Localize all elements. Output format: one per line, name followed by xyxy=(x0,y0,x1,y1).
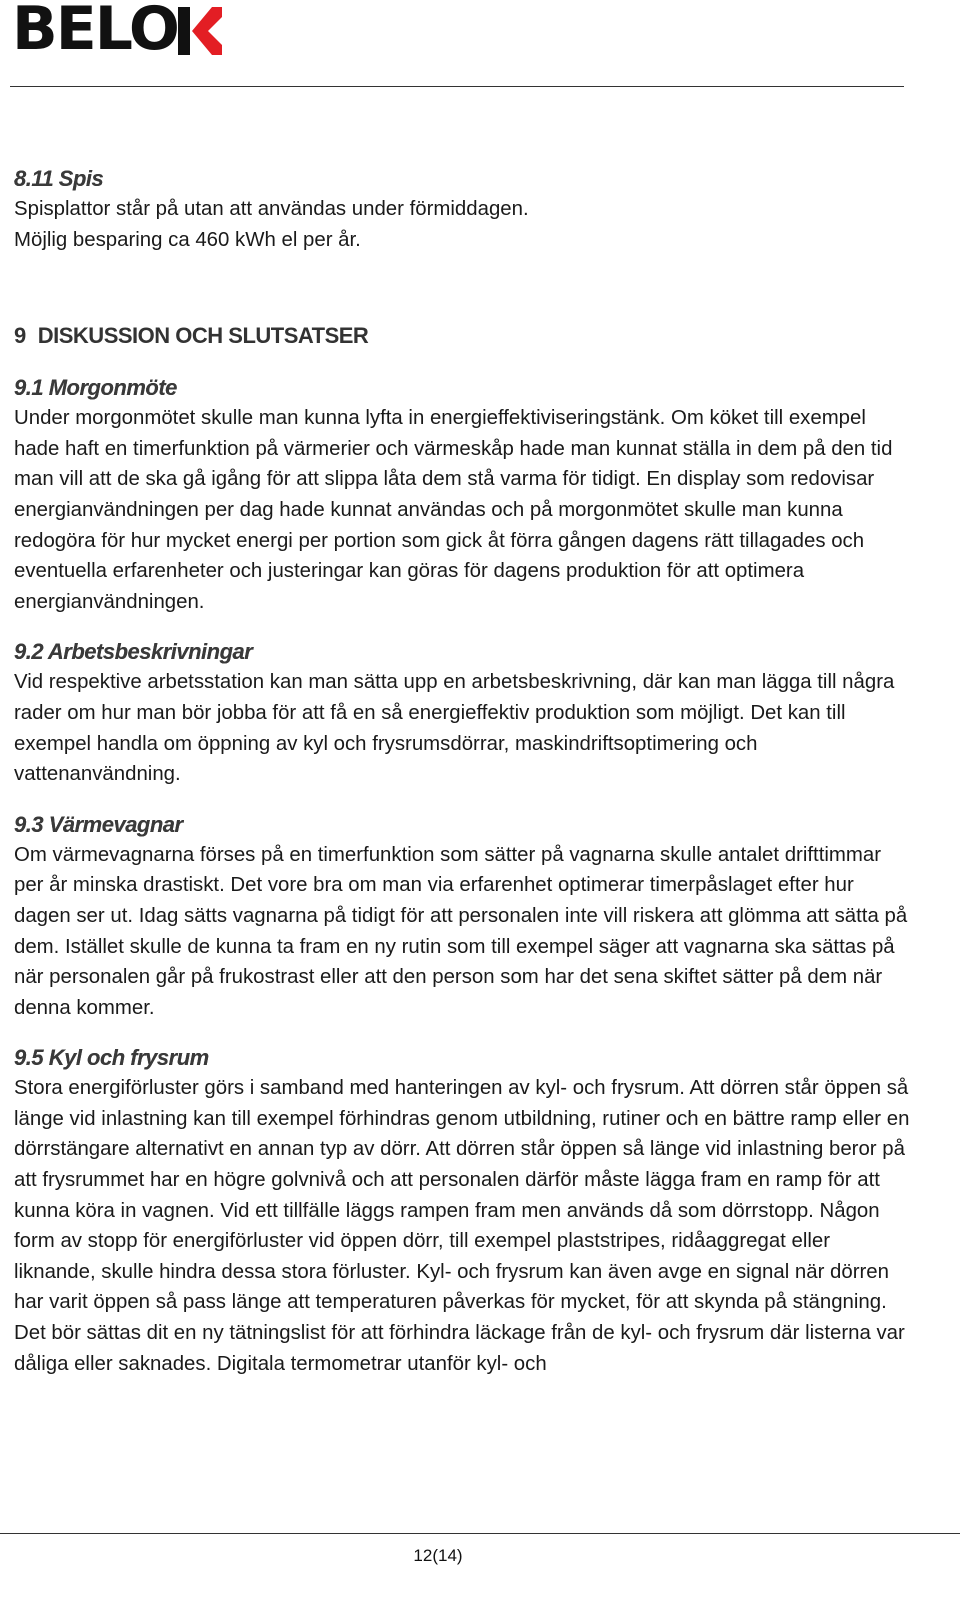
paragraph: Spisplattor står på utan att användas under förmiddagen. xyxy=(14,198,529,220)
section-9-1 xyxy=(14,373,914,617)
section-heading: 9.1 Morgonmöte xyxy=(14,375,177,401)
logo-k-mark xyxy=(178,7,222,55)
page-number: 12(14) xyxy=(413,1546,463,1565)
section-9-3 xyxy=(14,810,914,1024)
header-divider xyxy=(10,86,904,87)
section-8-11 xyxy=(14,164,914,255)
chapter-title: DISKUSSION OCH SLUTSATSER xyxy=(37,323,369,349)
paragraph: Under morgonmötet skulle man kunna lyfta in energieffektiviseringstänk. Om köket till exempel hade haft en timerfunktion på värmerier och värmeskåp hade man kunnat ställa in dem på den tid man vill att de ska gå igång för att slippa låta dem stå varma för tidigt. En display som redovisar energianvändningen per dag hade kunnat användas och på morgonmötet skulle man kunna redogöra för hur mycket energi per portion som gick åt förra gången dagens rätt tillagades och eventuella erfarenheter och justeringar kan göras för dagens produktion för att optimera energianvändningen. xyxy=(14,407,893,613)
chapter-number: 9 xyxy=(14,323,26,349)
belok-logo xyxy=(12,0,222,64)
section-heading: 9.3 Värmevagnar xyxy=(14,811,183,837)
paragraph: Vid respektive arbetsstation kan man sätta upp en arbetsbeskrivning, där kan man lägga till några rader om hur man bör jobba för att få en så energieffektiv produktion som möjligt. Det kan till exempel handla om öppning av kyl och frysrumsdörrar, maskindriftsoptimering och vattenanvändning. xyxy=(14,671,895,786)
document-body xyxy=(14,164,914,1379)
section-9-2 xyxy=(14,637,914,789)
footer-divider xyxy=(0,1533,960,1534)
paragraph: Möjlig besparing ca 460 kWh el per år. xyxy=(14,228,361,251)
logo-text: BELO xyxy=(12,0,178,64)
section-heading: 9.2 Arbetsbeskrivningar xyxy=(14,639,253,665)
section-9-5 xyxy=(14,1043,914,1379)
section-heading: 9.5 Kyl och frysrum xyxy=(14,1045,209,1071)
chapter-heading xyxy=(14,321,914,351)
paragraph: Om värmevagnarna förses på en timerfunktion som sätter på vagnarna skulle antalet drifttimmar per år minska drastiskt. Det vore bra om man via erfarenhet optimerar timerpåslaget efter hur dagen ser ut. Idag sätts vagnarna på tidigt för att personalen inte vill riskera att glömma att sätta på dem. Istället skulle de kunna ta fram en ny rutin som till exempel säger att vagnarna ska sättas på när personalen går på frukostrast eller att den person som har det sena skiftet sätter på dem när denna kommer. xyxy=(14,843,908,1019)
paragraph: Stora energiförluster görs i samband med hanteringen av kyl- och frysrum. Att dörren står öppen så länge vid inlastning kan till exempel förhindras genom utbildning, rutiner och en bättre ramp eller en dörrstängare alternativt en annan typ av dörr. Att dörren står öppen så länge vid inlastning beror på att frysrummet har en högre golvnivå och att personalen därför måste lägga fram en ramp för att kunna köra in vagnen. Vid ett tillfälle läggs rampen fram men används då som dörrstopp. Någon form av stopp för energiförluster vid öppen dörr, till exempel plaststripes, ridåaggregat eller liknande, skulle hindra dessa stora förluster. Kyl- och frysrum kan även avge en signal när dörren har varit öppen så pass länge att temperaturen påverkas för mycket, för att skynda på stängning. Det bör sättas dit en ny tätningslist för att förhindra läckage från de kyl- och frysrum där listerna var dåliga eller saknades. Digitala termometrar utanför kyl- och xyxy=(14,1077,910,1375)
section-heading: 8.11 Spis xyxy=(14,166,104,191)
